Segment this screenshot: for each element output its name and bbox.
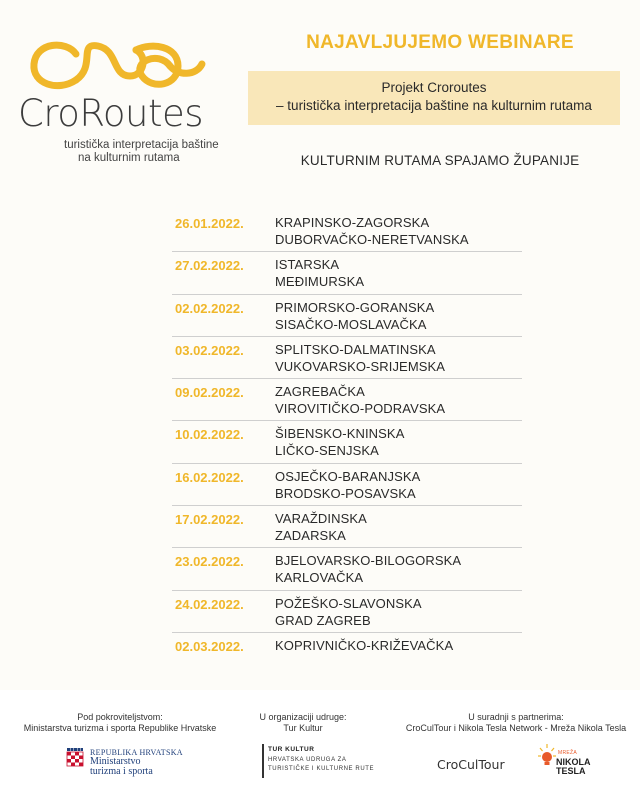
webinar-date: 17.02.2022. (175, 512, 244, 528)
county-name: BJELOVARSKO-BILOGORSKA (275, 553, 462, 569)
partners-line-2: CroCulTour i Nikola Tesla Network - Mreža Nikola Tesla (405, 723, 627, 733)
project-line-1: Projekt Croroutes (381, 80, 487, 95)
county-name: VIROVITIČKO-PODRAVSKA (275, 401, 446, 417)
schedule-row (172, 337, 522, 379)
tesla-logo-line-2: NIKOLA (556, 757, 591, 767)
county-list (275, 510, 367, 544)
webinar-date: 10.02.2022. (175, 427, 244, 443)
county-name: MEĐIMURSKA (275, 274, 365, 290)
county-list (275, 299, 434, 333)
county-name: SPLITSKO-DALMATINSKA (275, 341, 436, 357)
nikola-tesla-logo (538, 742, 598, 784)
webinar-date: 02.03.2022. (175, 638, 244, 654)
schedule-row (172, 548, 522, 590)
county-list (275, 552, 461, 586)
turkultur-logo-name: TUR KULTUR (268, 746, 315, 753)
schedule-row (172, 421, 522, 463)
turkultur-logo-bar (262, 744, 264, 778)
county-list (275, 595, 422, 629)
webinar-date: 23.02.2022. (175, 554, 244, 570)
county-name: ZAGREBAČKA (275, 384, 365, 400)
croroutes-logo (18, 36, 238, 176)
county-list (275, 425, 404, 459)
schedule-row (172, 591, 522, 633)
county-name: GRAD ZAGREB (275, 612, 371, 628)
logo-tagline (64, 139, 239, 165)
webinar-date: 03.02.2022. (175, 342, 244, 358)
schedule-row (172, 633, 522, 675)
tesla-logo-line-1: MREŽA (558, 750, 577, 756)
county-name: KARLOVAČKA (275, 570, 364, 586)
schedule-row (172, 379, 522, 421)
county-name: OSJEČKO-BARANJSKA (275, 468, 421, 484)
webinar-date: 24.02.2022. (175, 596, 244, 612)
county-list (275, 341, 445, 375)
county-list (275, 383, 445, 417)
logo-tagline-line-2: na kulturnim rutama (78, 152, 180, 164)
organizer-line-2: Tur Kultur (283, 723, 323, 733)
patronage-line-1: Pod pokroviteljstvom: (77, 712, 163, 722)
county-list (275, 637, 453, 654)
tesla-logo-name (556, 758, 591, 776)
county-name: BRODSKO-POSAVSKA (275, 485, 416, 501)
turkultur-logo (262, 744, 375, 780)
page-title: NAJAVLJUJEMO WEBINARE (306, 32, 574, 53)
logo-tagline-line-1: turistička interpretacija baštine (64, 139, 219, 151)
county-name: POŽEŠKO-SLAVONSKA (275, 595, 422, 611)
logo-wordmark: CroRoutes (18, 92, 204, 135)
schedule-row (172, 295, 522, 337)
route-loops-icon (18, 36, 218, 96)
turkultur-logo-desc (268, 756, 374, 774)
webinar-schedule (172, 210, 522, 675)
county-name: ZADARSKA (275, 528, 346, 544)
turkultur-logo-desc-1: HRVATSKA UDRUGA ZA (268, 757, 347, 763)
county-name: VARAŽDINSKA (275, 511, 367, 527)
webinar-date: 02.02.2022. (175, 300, 244, 316)
patronage-text (20, 712, 220, 734)
county-name: LIČKO-SENJSKA (275, 443, 379, 459)
county-list (275, 256, 364, 290)
county-name: KOPRIVNIČKO-KRIŽEVAČKA (275, 637, 454, 653)
crocultour-logo: CroCulTour (437, 757, 505, 772)
partners-text (400, 712, 632, 734)
schedule-row (172, 464, 522, 506)
ministry-logo-line-2: Ministarstvo (90, 756, 141, 767)
footer (0, 690, 640, 800)
tesla-logo-line-3: TESLA (556, 766, 586, 776)
county-name: ŠIBENSKO-KNINSKA (275, 426, 405, 442)
webinar-date: 26.01.2022. (175, 216, 244, 231)
ministry-logo-line-3: turizma i sporta (90, 766, 153, 777)
schedule-row (172, 210, 522, 252)
schedule-row (172, 252, 522, 294)
county-name: SISAČKO-MOSLAVAČKA (275, 316, 427, 332)
county-list (275, 214, 469, 248)
lightbulb-icon (538, 742, 558, 782)
project-line-2: – turistička interpretacija baštine na kulturnim rutama (276, 98, 592, 113)
patronage-line-2: Ministarstva turizma i sporta Republike Hrvatske (23, 723, 217, 733)
webinar-date: 09.02.2022. (175, 385, 244, 401)
schedule-row (172, 506, 522, 548)
webinar-date: 27.02.2022. (175, 258, 244, 274)
project-box (248, 71, 620, 125)
county-name: ISTARSKA (275, 257, 340, 273)
county-name: KRAPINSKO-ZAGORSKA (275, 215, 430, 230)
organizer-line-1: U organizaciji udruge: (259, 712, 347, 722)
ministry-logo (66, 746, 186, 776)
county-name: VUKOVARSKO-SRIJEMSKA (275, 358, 446, 374)
ministry-logo-name (90, 757, 153, 777)
partners-line-1: U suradnji s partnerima: (468, 712, 564, 722)
county-name: PRIMORSKO-GORANSKA (275, 299, 435, 315)
subtitle: KULTURNIM RUTAMA SPAJAMO ŽUPANIJE (300, 153, 580, 168)
croatian-coat-of-arms-icon (66, 748, 84, 772)
county-list (275, 468, 420, 502)
webinar-date: 16.02.2022. (175, 469, 244, 485)
turkultur-logo-desc-2: TURISTIČKE I KULTURNE RUTE (268, 766, 375, 772)
ministry-logo-line-1: REPUBLIKA HRVATSKA (90, 748, 183, 757)
organizer-text (238, 712, 368, 734)
county-name: DUBORVAČKO-NERETVANSKA (275, 232, 469, 247)
